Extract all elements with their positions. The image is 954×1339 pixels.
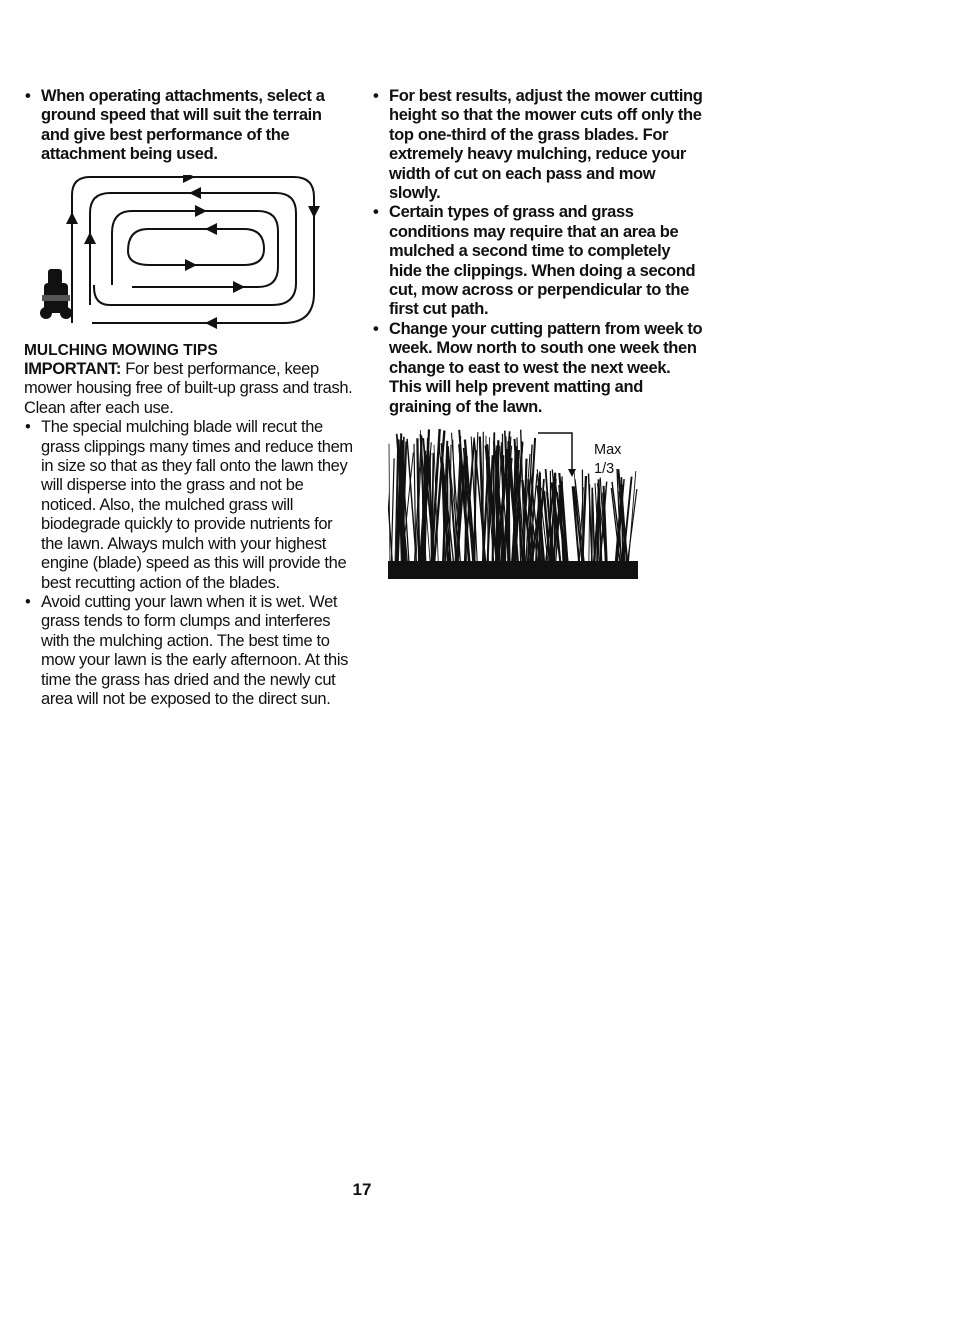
mulching-blade-tip: • The special mulching blade will recut the grass clippings many times and reduce them in size so that as they fall onto the lawn they will disperse into the grass and not be noticed. Also, the mulched grass will biodegrade quickly to provide nutrients for the lawn. Always mulch with your highest engine (blade) speed as this will provide the best recutting action of the blades.	[24, 418, 354, 593]
important-note	[24, 360, 354, 418]
page-number: 17	[352, 1180, 372, 1199]
left-column	[24, 87, 354, 709]
mowing-pattern-diagram	[32, 175, 332, 335]
spiral-mowing-path-icon	[32, 175, 332, 335]
tractor-icon	[40, 269, 72, 319]
section-heading: MULCHING MOWING TIPS	[24, 341, 218, 359]
right-column	[372, 87, 704, 584]
cutting-height-tip: • For best results, adjust the mower cutting height so that the mower cuts off only the top one-third of the grass blades. For extremely heavy mulching, reduce your width of cut on each pass and mow slowly.	[372, 87, 704, 203]
wet-grass-tip: • Avoid cutting your lawn when it is wet. Wet grass tends to form clumps and interferes with the mulching action. The best time to mow your lawn is the early afternoon. At this time the grass has dried and the newly cut area will not be exposed to the direct sun.	[24, 593, 354, 709]
second-cut-tip: • Certain types of grass and grass conditions may require that an area be mulched a second time to completely hide the clippings. When doing a second cut, mow across or perpendicular to the first cut path.	[372, 203, 704, 319]
grass-height-figure	[388, 429, 638, 584]
max-cut-label: Max 1/3	[594, 441, 622, 478]
cutting-pattern-tip: • Change your cutting pattern from week to week. Mow north to south one week then change to east to west the next week. This will help prevent matting and graining of the lawn.	[372, 320, 704, 417]
important-text: For best performance, keep mower housing free of built-up grass and trash. Clean after each use.	[24, 360, 353, 417]
attachment-speed-tip: • When operating attachments, select a ground speed that will suit the terrain and give best performance of the attachment being used.	[24, 87, 354, 165]
important-label: IMPORTANT:	[24, 360, 122, 379]
